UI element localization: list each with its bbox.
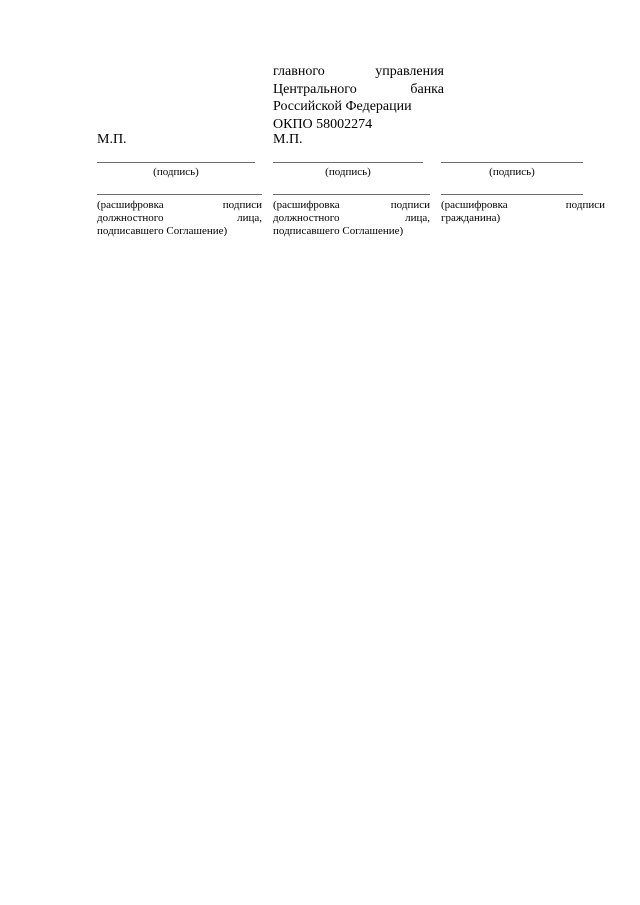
decoding-line-right <box>441 194 583 195</box>
decoding-right-line2: гражданина) <box>441 212 501 224</box>
signature-line-left <box>97 162 255 163</box>
seal-mark-middle: М.П. <box>273 132 303 147</box>
decoding-middle-line1: (расшифровка подписи <box>273 199 430 211</box>
decoding-line-middle <box>273 194 430 195</box>
decoding-line-left <box>97 194 262 195</box>
bank-line-central-bank: Центрального банка <box>273 81 444 97</box>
decoding-middle-line2: должностного лица, <box>273 212 430 224</box>
decoding-right-line1: (расшифровка подписи <box>441 199 605 211</box>
bank-line-federation: Российской Федерации <box>273 99 412 114</box>
signature-line-middle <box>273 162 423 163</box>
signature-caption-middle: (подпись) <box>325 166 371 178</box>
signature-caption-right: (подпись) <box>489 166 535 178</box>
decoding-caption-right <box>441 199 605 225</box>
decoding-caption-left <box>97 199 262 238</box>
decoding-left-line3: подписавшего Соглашение) <box>97 225 228 237</box>
decoding-left-line1: (расшифровка подписи <box>97 199 262 211</box>
bank-okpo: ОКПО 58002274 <box>273 116 373 132</box>
signature-line-right <box>441 162 583 163</box>
bank-details-block <box>273 63 444 133</box>
bank-line-department: главного управления <box>273 64 444 79</box>
decoding-caption-middle <box>273 199 430 238</box>
signature-caption-left: (подпись) <box>153 166 199 178</box>
seal-mark-left: М.П. <box>97 132 127 147</box>
decoding-left-line2: должностного лица, <box>97 212 262 224</box>
decoding-middle-line3: подписавшего Соглашение) <box>273 225 404 237</box>
